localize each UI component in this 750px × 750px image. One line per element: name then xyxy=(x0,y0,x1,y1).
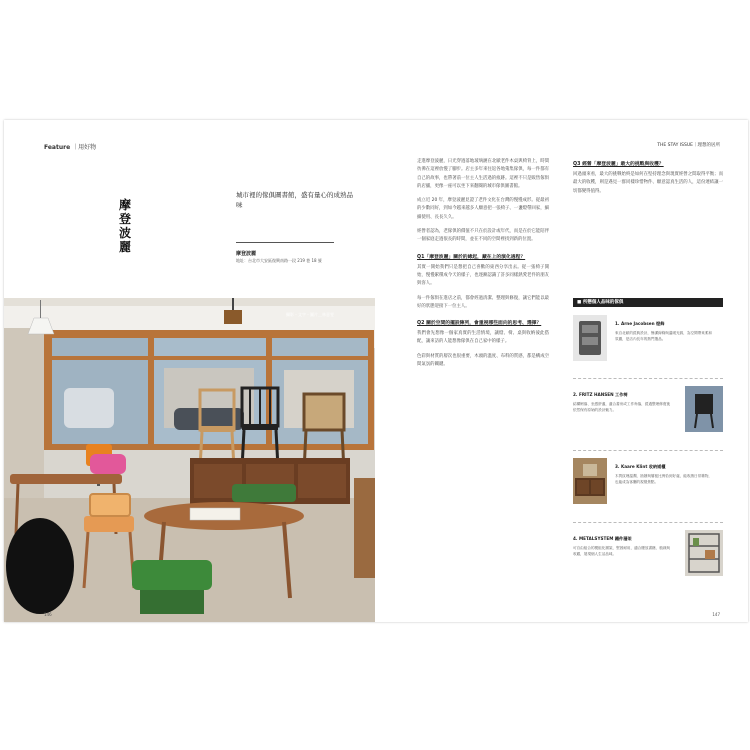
lamp-cabinet-icon xyxy=(573,315,607,361)
page-number-left: 146 xyxy=(44,612,52,617)
store-address: 地址：台北市大安區復興南路一段 219 巷 18 號 xyxy=(236,258,322,263)
feature-section: 用好物 xyxy=(78,144,97,151)
sideboard-icon xyxy=(573,458,607,504)
article-column-2 xyxy=(573,158,723,202)
question-1: Q1「摩登波麗」關於的緣起，藏在上的演化過程？ xyxy=(417,254,526,260)
answer-paragraph: 我們會先想像一個家真實的生活情境，讓燈、椅、桌與收納彼此搭配，讓來訪的人能想像傢俱在自己家中的樣子。 xyxy=(417,331,549,345)
title-rule xyxy=(236,242,334,243)
recommend-item xyxy=(573,315,723,377)
right-page xyxy=(375,120,748,622)
chair-icon xyxy=(685,386,723,432)
store-interior-photo xyxy=(4,298,375,622)
magazine-spread xyxy=(4,120,748,622)
item-text xyxy=(573,392,673,413)
recommend-box-heading: ■ 所戀個人品味的傢俱 xyxy=(573,298,723,307)
item-desc: 木質紋理溫潤，抽屜與層板比例恰到好處，能收納日常雜物，也能成為客廳的視覺焦點。 xyxy=(615,474,713,484)
feature-label: Feature ｜用好物 xyxy=(44,144,97,151)
answer-paragraph: 色彩與材質的層次也很重要，木頭的溫度、布料的質感，都是構成空間氣氛的關鍵。 xyxy=(417,353,549,368)
item-photo xyxy=(573,458,607,504)
paragraph: 成立近 20 年，摩登波麗見證了老件文化在台灣的慢慢成形。從最初的少數同好，到如今越來越多人願意把一張椅子、一盞燈帶回家，細細使用、長長久久。 xyxy=(417,198,549,220)
item-desc: 結構俐落、坐感舒適，適合書房或工作角落，經過整理修復後依然保有原始的設計魅力。 xyxy=(573,402,671,412)
article-column-1 xyxy=(417,158,549,375)
article-title: 摩登波麗 xyxy=(119,198,132,254)
answer-paragraph: 回過頭來看，最大的挑戰始終是如何在堅持理念與現實經營之間取得平衡；而最大的收穫，則是遇見一群同樣珍惜物件、願意認真生活的人，這份連結讓一切都變得值得。 xyxy=(573,172,723,194)
feature-label-text: Feature xyxy=(44,144,71,151)
item-text xyxy=(615,464,715,485)
answer-paragraph: 每一件傢俱在進店之前，都會經過清潔、整理與修復，讓它們能以最好的狀態迎接下一位主人。 xyxy=(417,295,549,309)
photo-caption: 攝影・文字・圖片＿林意雯 xyxy=(286,312,334,317)
item-desc: 來自北歐的經典設計，簡潔線條與溫暖光源，為空間帶來柔和氛圍，是店內長年的熱門選品。 xyxy=(615,331,713,341)
question-3: Q3 經營「摩登波麗」最大的挑戰與收穫？ xyxy=(573,162,664,167)
item-title: 1. Arne Jacobsen 燈飾 xyxy=(615,321,665,326)
item-title: 3. Kaare Klint 收納矮櫃 xyxy=(615,464,666,469)
item-photo xyxy=(685,386,723,432)
item-title: 2. FRITZ HANSEN 工作椅 xyxy=(573,392,628,397)
answer-paragraph: 其實一開始我們只是想把自己喜歡的東西分享出去。從一張椅子開始，慢慢累積成今天的樣子，也逐漸認識了許多同樣熱愛老件的朋友與客人。 xyxy=(417,264,549,287)
left-page xyxy=(4,120,376,622)
recommend-item xyxy=(573,530,723,592)
article-subtitle: 城市裡的傢俱圖書館，盛有量心的成熟品味 xyxy=(236,191,353,209)
shelf-icon xyxy=(685,530,723,576)
item-separator xyxy=(573,378,723,380)
item-text xyxy=(615,321,715,342)
paragraph: 經營者認為，老傢俱的價值不只在於設計或年代，而是在於它能陪伴一個家庭走過很長的時間，並在不同的空間裡找到新的位置。 xyxy=(417,229,549,243)
item-title: 4. METALSYSTEM 鐵件層架 xyxy=(573,536,632,541)
recommend-item xyxy=(573,386,723,448)
store-interior-illustration xyxy=(4,298,375,622)
page-number-right: 147 xyxy=(712,612,720,617)
paragraph: 走進摩登波麗，日光穿過落地玻璃灑在北歐老件木桌與椅背上，時間彷彿在這裡放慢了腳步。店主多年來往返各地蒐集傢俱，每一件都有自己的故事，也帶著前一位主人生活過的痕跡。這裡不只是販售傢俱的店舖，更像一座可以坐下來翻閱的城市傢俱圖書館。 xyxy=(417,159,549,189)
item-text xyxy=(573,536,673,557)
item-separator xyxy=(573,522,723,524)
recommend-item xyxy=(573,458,723,520)
item-photo xyxy=(573,315,607,361)
item-separator xyxy=(573,450,723,452)
issue-label: THE STAY ISSUE｜理想的居所 xyxy=(657,143,720,148)
item-photo xyxy=(685,530,723,576)
store-name: 摩登波麗 xyxy=(236,251,257,257)
question-2: Q2 關於空間的擺設陳列，會重視哪些面向的思考、選擇？ xyxy=(417,321,542,327)
item-desc: 可自由組合的模組化層架，堅固耐用，適合擺放書籍、植栽與收藏，展現個人生活品味。 xyxy=(573,546,671,556)
